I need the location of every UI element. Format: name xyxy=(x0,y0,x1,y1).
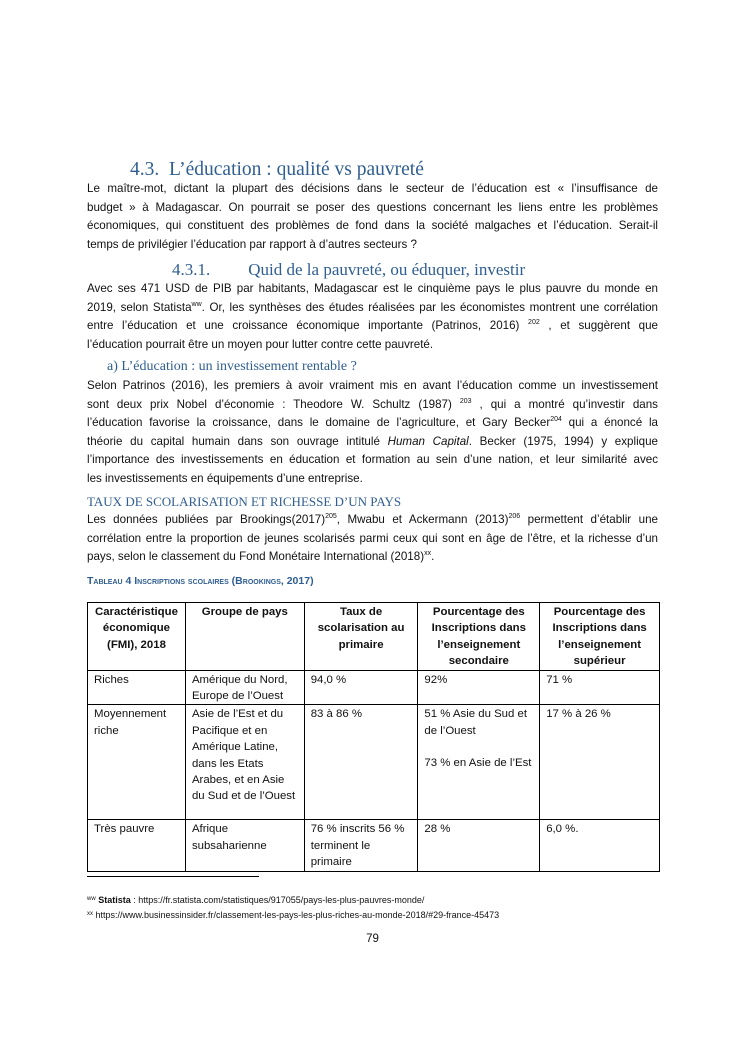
cell-text: 92% xyxy=(424,673,448,686)
footnote xyxy=(87,910,499,920)
footnote-mark: ww xyxy=(87,896,96,902)
book-title: Human Capital xyxy=(387,434,469,448)
text-line xyxy=(87,317,658,336)
text: 2019, selon Statista xyxy=(87,300,192,314)
subsubsection-paragraph xyxy=(87,377,658,489)
footnote-ref[interactable]: 205 xyxy=(325,513,337,520)
text: . Or, les synthèses des études réalisées par les économistes montrent une corrélation xyxy=(201,300,658,314)
table-cell: 6,0 %. xyxy=(540,820,660,871)
cell-text: 51 % Asie du Sud et de l’Ouest xyxy=(424,708,528,737)
text-line: Selon Patrinos (2016), les premiers à avoir vraiment mis en avant l’éducation comme un investissement xyxy=(87,379,658,392)
text: . xyxy=(431,550,435,564)
text-line: les investissements en équipements d’une entreprise. xyxy=(87,471,363,485)
footnote-ref[interactable]: 204 xyxy=(550,416,562,424)
text-line: Le maître-mot, dictant la plupart des décisions dans le secteur de l’éducation est « l’insuffisance de xyxy=(87,182,658,195)
text-line: Avec ses 471 USD de PIB par habitants, Madagascar est le cinquième pays le plus pauvre du monde en xyxy=(87,282,658,295)
table-cell: Afrique subsaharienne xyxy=(185,820,304,871)
text-line xyxy=(87,299,658,318)
table-cell: 94,0 % xyxy=(304,670,418,705)
table-cell: Très pauvre xyxy=(88,820,186,871)
subsection-number: 4.3.1. xyxy=(172,260,211,279)
text: , Mwabu et Ackermann (2013) xyxy=(336,513,509,526)
text: , et suggèrent que xyxy=(548,319,659,333)
footnote-ref[interactable]: 203 xyxy=(459,397,472,405)
text-line xyxy=(87,433,658,452)
cell-text: 73 % en Asie de l’Est xyxy=(424,757,532,770)
table-cell: 17 % à 26 % xyxy=(540,705,660,820)
table-row xyxy=(88,820,660,871)
footnote-ref[interactable]: xx xyxy=(424,550,432,558)
footnote-ref[interactable]: 202 xyxy=(528,319,540,327)
table-cell: 83 à 86 % xyxy=(304,705,418,820)
column-header: Pourcentage des Inscriptions dans l’enseignement supérieur xyxy=(540,603,660,671)
text-line: budget » à Madagascar. On pourrait se poser des questions concernant les liens entre les problèmes xyxy=(87,200,658,214)
footnote xyxy=(87,895,424,905)
table-cell: Riches xyxy=(88,670,186,705)
text: permettent d’établir une xyxy=(527,513,658,526)
enrollment-table xyxy=(87,602,660,872)
table-cell xyxy=(418,705,540,820)
subsection-heading xyxy=(172,260,525,280)
table-cell: Asie de l’Est et du Pacifique et en Amérique Latine, dans les Etats Arabes, et en Asie du Sud et de l’Ouest xyxy=(185,705,304,820)
subsubsection-heading: a) L’éducation : un investissement rentable ? xyxy=(107,359,357,374)
text-line: économiques, qui constituent des problèmes de fond dans la société malgaches et l’éducation. Serait-il xyxy=(87,219,658,233)
text-line: corrélation entre la proportion de jeunes scolarisés parmi ceux qui sont en âge de l’être, et la richesse d’un xyxy=(87,531,658,545)
table-cell xyxy=(418,820,540,871)
section-number: 4.3. xyxy=(130,159,160,180)
table-cell: 71 % xyxy=(540,670,660,705)
text-line xyxy=(87,511,658,530)
text: sont deux prix Nobel d’économie : Theodore W. Schultz (1987) xyxy=(87,397,452,411)
text: théorie du capital humain dans son ouvrage intitulé xyxy=(87,434,380,448)
text: Les données publiées par Brookings(2017) xyxy=(87,513,326,526)
column-header: Caractéristique économique (FMI), 2018 xyxy=(88,603,186,671)
taux-paragraph xyxy=(87,511,658,567)
text: l’éducation favorise la croissance, dans le domaine de l’agriculture, et Gary Becker xyxy=(87,416,551,430)
footnote-link[interactable]: : https://fr.statista.com/statistiques/917055/pays-les-plus-pauvres-monde/ xyxy=(130,895,425,905)
table-cell xyxy=(418,670,540,705)
text-line xyxy=(87,548,658,567)
column-header: Groupe de pays xyxy=(185,603,304,671)
text: qui a énoncé la xyxy=(568,416,658,430)
section-title: L’éducation : qualité vs pauvreté xyxy=(169,159,424,180)
table-cell: Amérique du Nord, Europe de l’Ouest xyxy=(185,670,304,705)
footnote-source: Statista xyxy=(98,895,131,905)
footnote-separator xyxy=(87,876,259,877)
table-header-row xyxy=(88,603,660,671)
table-row xyxy=(88,670,660,705)
subsection-title: Quid de la pauvreté, ou éduquer, investir xyxy=(248,260,526,279)
footnote-ref[interactable]: ww xyxy=(191,300,202,308)
text: . Becker (1975, 1994) y explique xyxy=(468,434,658,448)
text-line: temps de privilégier l’éducation par rapport à d’autres secteurs ? xyxy=(87,237,417,251)
taux-heading: TAUX DE SCOLARISATION ET RICHESSE D’UN PAYS xyxy=(87,494,402,509)
text-line xyxy=(87,396,658,415)
subsection-paragraph xyxy=(87,280,658,354)
footnote-mark: xx xyxy=(87,911,93,917)
footnote-ref[interactable]: 206 xyxy=(508,513,521,520)
section-heading xyxy=(130,159,424,181)
column-header: Pourcentage des Inscriptions dans l’enseignement secondaire xyxy=(418,603,540,671)
table-row xyxy=(88,705,660,820)
text: pays, selon le classement du Fond Monétaire International (2018) xyxy=(87,550,425,564)
table-cell: Moyennement riche xyxy=(88,705,186,820)
text-line: l’importance des investissements en éducation et formation au sein d’une nation, et leur similarité avec xyxy=(87,453,658,467)
table-cell: 76 % inscrits 56 % terminent le primaire xyxy=(304,820,418,871)
table-caption: Tableau 4 Inscriptions scolaires (Brookings, 2017) xyxy=(87,575,314,587)
column-header: Taux de scolarisation au primaire xyxy=(304,603,418,671)
text-line: l’éducation pourrait être un moyen pour lutter contre cette pauvreté. xyxy=(87,337,434,351)
text: entre l’éducation et une croissance économique importante (Patrinos, 2016) xyxy=(87,319,520,333)
section-paragraph xyxy=(87,180,658,254)
page-number: 79 xyxy=(366,933,379,945)
text-line xyxy=(87,414,658,433)
cell-text: 28 % xyxy=(424,823,451,836)
text: , qui a montré qu’investir dans xyxy=(479,397,658,411)
footnote-link[interactable]: https://www.businessinsider.fr/classement-les-pays-les-plus-riches-au-monde-2018/#29-france-45473 xyxy=(93,910,500,920)
